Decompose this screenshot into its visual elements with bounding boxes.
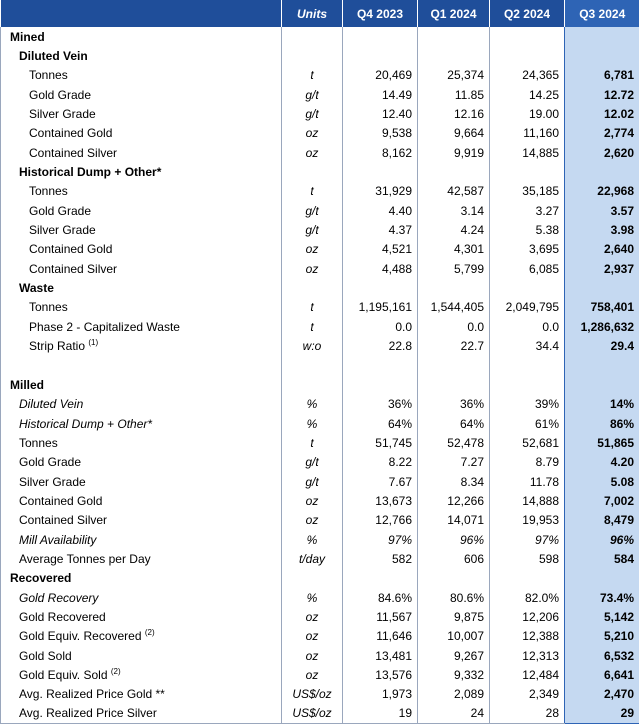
row-units: g/t [282, 201, 343, 220]
row-units [282, 27, 343, 46]
row-label [1, 278, 282, 297]
value-cell-current: 3.98 [565, 220, 639, 239]
row-units: oz [282, 124, 343, 143]
value-cell: 19,953 [490, 511, 565, 530]
value-cell: 61% [490, 414, 565, 433]
value-cell: 24,365 [490, 66, 565, 85]
row-units: t [282, 433, 343, 452]
row-label-text: Silver Grade [29, 223, 96, 237]
row-label-text: Tonnes [29, 300, 68, 314]
row-label-text: Contained Gold [29, 126, 112, 140]
table-row [1, 511, 639, 530]
value-cell: 97% [490, 530, 565, 549]
table-row [1, 66, 639, 85]
table-row [1, 356, 639, 375]
row-label-text: Avg. Realized Price Silver [19, 706, 157, 720]
value-cell-current: 2,470 [565, 685, 639, 704]
value-cell: 39% [490, 395, 565, 414]
value-cell-current: 12.02 [565, 104, 639, 123]
row-units: t [282, 182, 343, 201]
value-cell-current: 7,002 [565, 491, 639, 510]
value-cell: 14,888 [490, 491, 565, 510]
row-label [1, 685, 282, 704]
row-label-text: Silver Grade [29, 107, 96, 121]
value-cell: 4,301 [418, 240, 490, 259]
value-cell: 82.0% [490, 588, 565, 607]
row-label [1, 182, 282, 201]
value-cell: 7.27 [418, 453, 490, 472]
row-units [282, 46, 343, 65]
header-period-q3-2024: Q3 2024 [565, 0, 639, 27]
value-cell: 11.78 [490, 472, 565, 491]
value-cell: 35,185 [490, 182, 565, 201]
value-cell-current: 2,640 [565, 240, 639, 259]
row-label-text: Recovered [10, 571, 71, 585]
table-row [1, 569, 639, 588]
row-units: g/t [282, 85, 343, 104]
table-row [1, 453, 639, 472]
value-cell-current: 4.20 [565, 453, 639, 472]
table-row [1, 665, 639, 684]
value-cell: 25,374 [418, 66, 490, 85]
row-units: oz [282, 607, 343, 626]
value-cell: 52,478 [418, 433, 490, 452]
value-cell [418, 356, 490, 375]
value-cell: 84.6% [343, 588, 418, 607]
row-label-text: Gold Recovery [19, 591, 98, 605]
row-label-text: Contained Silver [29, 146, 117, 160]
table-row [1, 549, 639, 568]
value-cell [490, 278, 565, 297]
row-label-text: Contained Gold [29, 242, 112, 256]
row-units: % [282, 588, 343, 607]
value-cell-current: 29 [565, 704, 639, 723]
value-cell: 11,160 [490, 124, 565, 143]
value-cell-current: 5.08 [565, 472, 639, 491]
value-cell-current [565, 278, 639, 297]
row-units: t [282, 317, 343, 336]
row-label [1, 46, 282, 65]
row-label-text: Contained Gold [19, 494, 102, 508]
value-cell: 7.67 [343, 472, 418, 491]
value-cell: 9,875 [418, 607, 490, 626]
row-units: t [282, 298, 343, 317]
table-row [1, 607, 639, 626]
table-row [1, 298, 639, 317]
value-cell-current: 96% [565, 530, 639, 549]
value-cell: 4,521 [343, 240, 418, 259]
table-row [1, 240, 639, 259]
row-label [1, 491, 282, 510]
row-label [1, 259, 282, 278]
value-cell-current: 2,937 [565, 259, 639, 278]
table-row [1, 685, 639, 704]
row-label-text: Strip Ratio [29, 339, 85, 353]
table-row [1, 530, 639, 549]
value-cell [490, 27, 565, 46]
value-cell: 28 [490, 704, 565, 723]
row-label-text: Gold Grade [29, 204, 91, 218]
value-cell-current: 14% [565, 395, 639, 414]
value-cell: 1,973 [343, 685, 418, 704]
row-label [1, 162, 282, 181]
value-cell [490, 162, 565, 181]
value-cell: 19.00 [490, 104, 565, 123]
table-row [1, 162, 639, 181]
value-cell: 6,085 [490, 259, 565, 278]
row-units: w:o [282, 337, 343, 356]
row-label [1, 85, 282, 104]
value-cell: 36% [343, 395, 418, 414]
row-label [1, 453, 282, 472]
row-label-text: Contained Silver [29, 262, 117, 276]
table-row [1, 491, 639, 510]
value-cell: 80.6% [418, 588, 490, 607]
row-units: g/t [282, 104, 343, 123]
row-label [1, 549, 282, 568]
table-row [1, 627, 639, 646]
value-cell-current: 5,142 [565, 607, 639, 626]
value-cell-current: 73.4% [565, 588, 639, 607]
value-cell: 12,266 [418, 491, 490, 510]
value-cell: 0.0 [418, 317, 490, 336]
row-label [1, 375, 282, 394]
footnote-marker: (1) [88, 338, 98, 347]
value-cell [490, 356, 565, 375]
row-label [1, 569, 282, 588]
value-cell: 42,587 [418, 182, 490, 201]
value-cell-current: 6,641 [565, 665, 639, 684]
footnote-marker: (2) [145, 628, 155, 637]
row-units [282, 278, 343, 297]
value-cell-current: 2,620 [565, 143, 639, 162]
value-cell: 9,332 [418, 665, 490, 684]
value-cell-current [565, 162, 639, 181]
row-label [1, 607, 282, 626]
table-row [1, 259, 639, 278]
value-cell-current: 86% [565, 414, 639, 433]
row-units: % [282, 395, 343, 414]
header-period-q4-2023: Q4 2023 [343, 0, 418, 27]
value-cell-current [565, 46, 639, 65]
row-label-text: Waste [19, 281, 54, 295]
row-units: US$/oz [282, 704, 343, 723]
header-period-q1-2024: Q1 2024 [418, 0, 490, 27]
value-cell-current: 6,532 [565, 646, 639, 665]
value-cell [490, 46, 565, 65]
value-cell: 22.8 [343, 337, 418, 356]
value-cell [343, 278, 418, 297]
value-cell-current: 22,968 [565, 182, 639, 201]
value-cell-current: 2,774 [565, 124, 639, 143]
table-row [1, 46, 639, 65]
table-row [1, 472, 639, 491]
value-cell: 96% [418, 530, 490, 549]
value-cell-current [565, 375, 639, 394]
row-units: oz [282, 665, 343, 684]
table-row [1, 375, 639, 394]
row-label-text: Diluted Vein [19, 49, 88, 63]
row-units: oz [282, 143, 343, 162]
value-cell [343, 27, 418, 46]
row-label-text: Gold Grade [19, 455, 81, 469]
value-cell: 64% [418, 414, 490, 433]
value-cell [418, 375, 490, 394]
row-label [1, 143, 282, 162]
row-units: oz [282, 511, 343, 530]
table-row [1, 85, 639, 104]
value-cell: 4.37 [343, 220, 418, 239]
value-cell [418, 278, 490, 297]
row-label-text: Historical Dump + Other* [19, 165, 161, 179]
row-label-text: Phase 2 - Capitalized Waste [29, 320, 180, 334]
value-cell-current [565, 569, 639, 588]
value-cell [418, 569, 490, 588]
value-cell: 1,544,405 [418, 298, 490, 317]
header-units: Units [282, 0, 343, 27]
value-cell [418, 162, 490, 181]
row-units: % [282, 530, 343, 549]
table-row [1, 433, 639, 452]
row-label-text: Tonnes [29, 68, 68, 82]
value-cell [343, 569, 418, 588]
row-label-text: Gold Sold [19, 649, 72, 663]
row-label [1, 104, 282, 123]
row-units: US$/oz [282, 685, 343, 704]
row-label-text: Mined [10, 30, 45, 44]
value-cell [343, 46, 418, 65]
value-cell: 3.27 [490, 201, 565, 220]
value-cell: 34.4 [490, 337, 565, 356]
row-label-text: Gold Grade [29, 88, 91, 102]
footnote-marker: (2) [111, 667, 121, 676]
value-cell: 12.40 [343, 104, 418, 123]
value-cell: 14,071 [418, 511, 490, 530]
value-cell: 13,576 [343, 665, 418, 684]
row-units: g/t [282, 453, 343, 472]
value-cell-current: 6,781 [565, 66, 639, 85]
row-label [1, 240, 282, 259]
value-cell: 20,469 [343, 66, 418, 85]
row-label-text: Tonnes [19, 436, 58, 450]
value-cell: 24 [418, 704, 490, 723]
value-cell: 9,267 [418, 646, 490, 665]
value-cell: 4.40 [343, 201, 418, 220]
row-label-text: Gold Equiv. Recovered [19, 629, 142, 643]
value-cell-current: 8,479 [565, 511, 639, 530]
row-units: oz [282, 627, 343, 646]
value-cell: 36% [418, 395, 490, 414]
table-row [1, 182, 639, 201]
value-cell: 11,646 [343, 627, 418, 646]
row-units [282, 569, 343, 588]
value-cell-current: 5,210 [565, 627, 639, 646]
table-row [1, 201, 639, 220]
row-label-text: Gold Equiv. Sold [19, 668, 108, 682]
row-label-text: Diluted Vein [19, 397, 83, 411]
row-label [1, 27, 282, 46]
value-cell: 12,484 [490, 665, 565, 684]
table-row [1, 414, 639, 433]
row-label [1, 627, 282, 646]
value-cell: 3.14 [418, 201, 490, 220]
value-cell: 13,673 [343, 491, 418, 510]
row-label [1, 66, 282, 85]
header-label-cell [1, 0, 282, 27]
row-units: oz [282, 240, 343, 259]
row-label-text: Silver Grade [19, 475, 86, 489]
value-cell: 5.38 [490, 220, 565, 239]
value-cell: 5,799 [418, 259, 490, 278]
table-row [1, 27, 639, 46]
value-cell: 0.0 [490, 317, 565, 336]
row-units: g/t [282, 472, 343, 491]
row-units: oz [282, 491, 343, 510]
value-cell: 12,313 [490, 646, 565, 665]
row-label [1, 588, 282, 607]
row-label-text: Tonnes [29, 184, 68, 198]
row-label [1, 530, 282, 549]
row-label-text: Contained Silver [19, 513, 107, 527]
value-cell: 22.7 [418, 337, 490, 356]
row-label-text: Mill Availability [19, 533, 96, 547]
row-label [1, 317, 282, 336]
row-units [282, 356, 343, 375]
value-cell: 9,664 [418, 124, 490, 143]
table-row [1, 646, 639, 665]
value-cell: 31,929 [343, 182, 418, 201]
value-cell-current [565, 27, 639, 46]
row-label [1, 201, 282, 220]
value-cell: 4.24 [418, 220, 490, 239]
row-label-text: Milled [10, 378, 44, 392]
row-label [1, 356, 282, 375]
value-cell: 14,885 [490, 143, 565, 162]
row-label [1, 298, 282, 317]
value-cell: 582 [343, 549, 418, 568]
row-units: oz [282, 259, 343, 278]
row-units: g/t [282, 220, 343, 239]
value-cell: 51,745 [343, 433, 418, 452]
value-cell-current: 29.4 [565, 337, 639, 356]
value-cell: 9,919 [418, 143, 490, 162]
row-units: t [282, 66, 343, 85]
value-cell: 12.16 [418, 104, 490, 123]
row-units [282, 375, 343, 394]
row-label [1, 395, 282, 414]
row-label [1, 124, 282, 143]
row-label [1, 433, 282, 452]
row-label [1, 646, 282, 665]
row-label [1, 337, 282, 356]
value-cell: 11.85 [418, 85, 490, 104]
header-period-q2-2024: Q2 2024 [490, 0, 565, 27]
value-cell: 4,488 [343, 259, 418, 278]
value-cell: 13,481 [343, 646, 418, 665]
row-label-text: Historical Dump + Other* [19, 417, 152, 431]
table-row [1, 704, 639, 723]
row-label-text: Gold Recovered [19, 610, 106, 624]
table-row [1, 278, 639, 297]
table-row [1, 588, 639, 607]
table-row [1, 104, 639, 123]
value-cell: 8.22 [343, 453, 418, 472]
row-units: oz [282, 646, 343, 665]
value-cell: 0.0 [343, 317, 418, 336]
row-units: t/day [282, 549, 343, 568]
table-row [1, 143, 639, 162]
table-row [1, 124, 639, 143]
value-cell: 3,695 [490, 240, 565, 259]
table-row [1, 395, 639, 414]
value-cell: 598 [490, 549, 565, 568]
value-cell: 2,049,795 [490, 298, 565, 317]
row-label-text: Avg. Realized Price Gold ** [19, 687, 165, 701]
table-body [1, 27, 639, 723]
value-cell: 1,195,161 [343, 298, 418, 317]
value-cell [418, 27, 490, 46]
value-cell: 14.49 [343, 85, 418, 104]
row-units [282, 162, 343, 181]
row-label [1, 665, 282, 684]
value-cell: 8.34 [418, 472, 490, 491]
value-cell: 2,089 [418, 685, 490, 704]
value-cell: 10,007 [418, 627, 490, 646]
value-cell [490, 375, 565, 394]
value-cell-current [565, 356, 639, 375]
value-cell-current: 584 [565, 549, 639, 568]
value-cell-current: 51,865 [565, 433, 639, 452]
value-cell: 14.25 [490, 85, 565, 104]
row-label [1, 704, 282, 723]
value-cell: 64% [343, 414, 418, 433]
value-cell: 19 [343, 704, 418, 723]
value-cell: 97% [343, 530, 418, 549]
value-cell-current: 758,401 [565, 298, 639, 317]
value-cell-current: 1,286,632 [565, 317, 639, 336]
row-label [1, 220, 282, 239]
table-row [1, 220, 639, 239]
value-cell: 8.79 [490, 453, 565, 472]
value-cell: 12,766 [343, 511, 418, 530]
header-row [1, 0, 639, 27]
value-cell: 52,681 [490, 433, 565, 452]
value-cell [343, 162, 418, 181]
row-label [1, 511, 282, 530]
value-cell: 606 [418, 549, 490, 568]
row-units: % [282, 414, 343, 433]
value-cell: 2,349 [490, 685, 565, 704]
value-cell: 12,388 [490, 627, 565, 646]
value-cell [490, 569, 565, 588]
value-cell [343, 356, 418, 375]
value-cell-current: 12.72 [565, 85, 639, 104]
value-cell: 11,567 [343, 607, 418, 626]
row-label-text: Average Tonnes per Day [19, 552, 151, 566]
table-row [1, 337, 639, 356]
value-cell: 9,538 [343, 124, 418, 143]
value-cell [418, 46, 490, 65]
value-cell: 8,162 [343, 143, 418, 162]
value-cell [343, 375, 418, 394]
row-label [1, 414, 282, 433]
value-cell: 12,206 [490, 607, 565, 626]
table-row [1, 317, 639, 336]
row-label [1, 472, 282, 491]
value-cell-current: 3.57 [565, 201, 639, 220]
